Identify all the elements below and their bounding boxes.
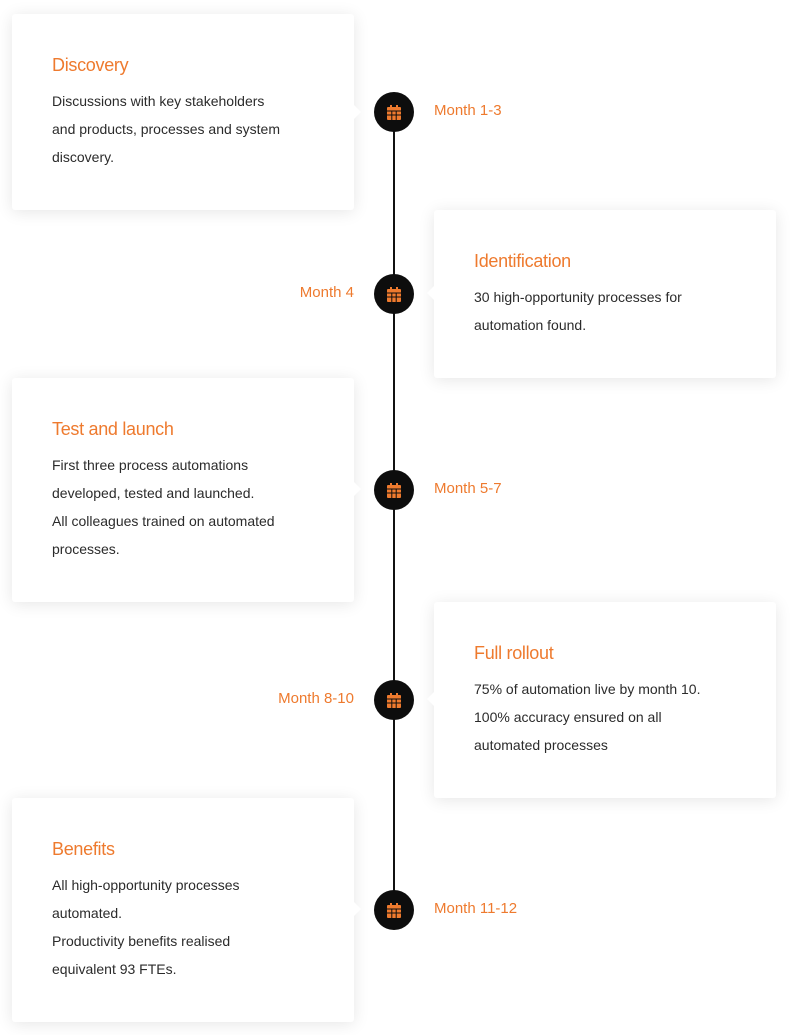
calendar-icon <box>387 903 401 918</box>
calendar-icon <box>387 693 401 708</box>
calendar-icon <box>387 287 401 302</box>
timeline-marker <box>374 470 414 510</box>
timeline-marker <box>374 890 414 930</box>
milestone-card-full-rollout <box>434 602 776 798</box>
milestone-period: Month 1-3 <box>434 102 502 119</box>
calendar-icon <box>387 483 401 498</box>
milestone-description: Discussions with key stakeholders and products, processes and system discovery. <box>52 93 281 165</box>
milestone-description: 30 high-opportunity processes for automation found. <box>474 289 682 333</box>
timeline-marker <box>374 92 414 132</box>
milestone-description: All high-opportunity processes automated. Productivity benefits realised equivalent 93 FTEs. <box>52 877 240 977</box>
timeline-marker <box>374 680 414 720</box>
milestone-card-benefits <box>12 798 354 1022</box>
milestone-card-discovery <box>12 14 354 210</box>
milestone-card-identification <box>434 210 776 378</box>
milestone-title: Full rollout <box>474 643 554 663</box>
milestone-title: Discovery <box>52 55 129 75</box>
timeline-marker <box>374 274 414 314</box>
milestone-card-test-and-launch <box>12 378 354 602</box>
milestone-period: Month 11-12 <box>434 900 518 917</box>
milestone-title: Identification <box>474 251 571 271</box>
milestone-title: Benefits <box>52 839 115 859</box>
milestone-period: Month 4 <box>299 284 354 301</box>
milestone-description: First three process automations developed, tested and launched. All colleagues trained on automated processes. <box>52 457 275 557</box>
milestone-description: 75% of automation live by month 10. 100% accuracy ensured on all automated processes <box>474 681 701 753</box>
milestone-period: Month 5-7 <box>434 480 502 497</box>
milestone-period: Month 8-10 <box>278 690 354 707</box>
timeline-line <box>393 112 395 910</box>
calendar-icon <box>387 105 401 120</box>
milestone-title: Test and launch <box>52 419 174 439</box>
